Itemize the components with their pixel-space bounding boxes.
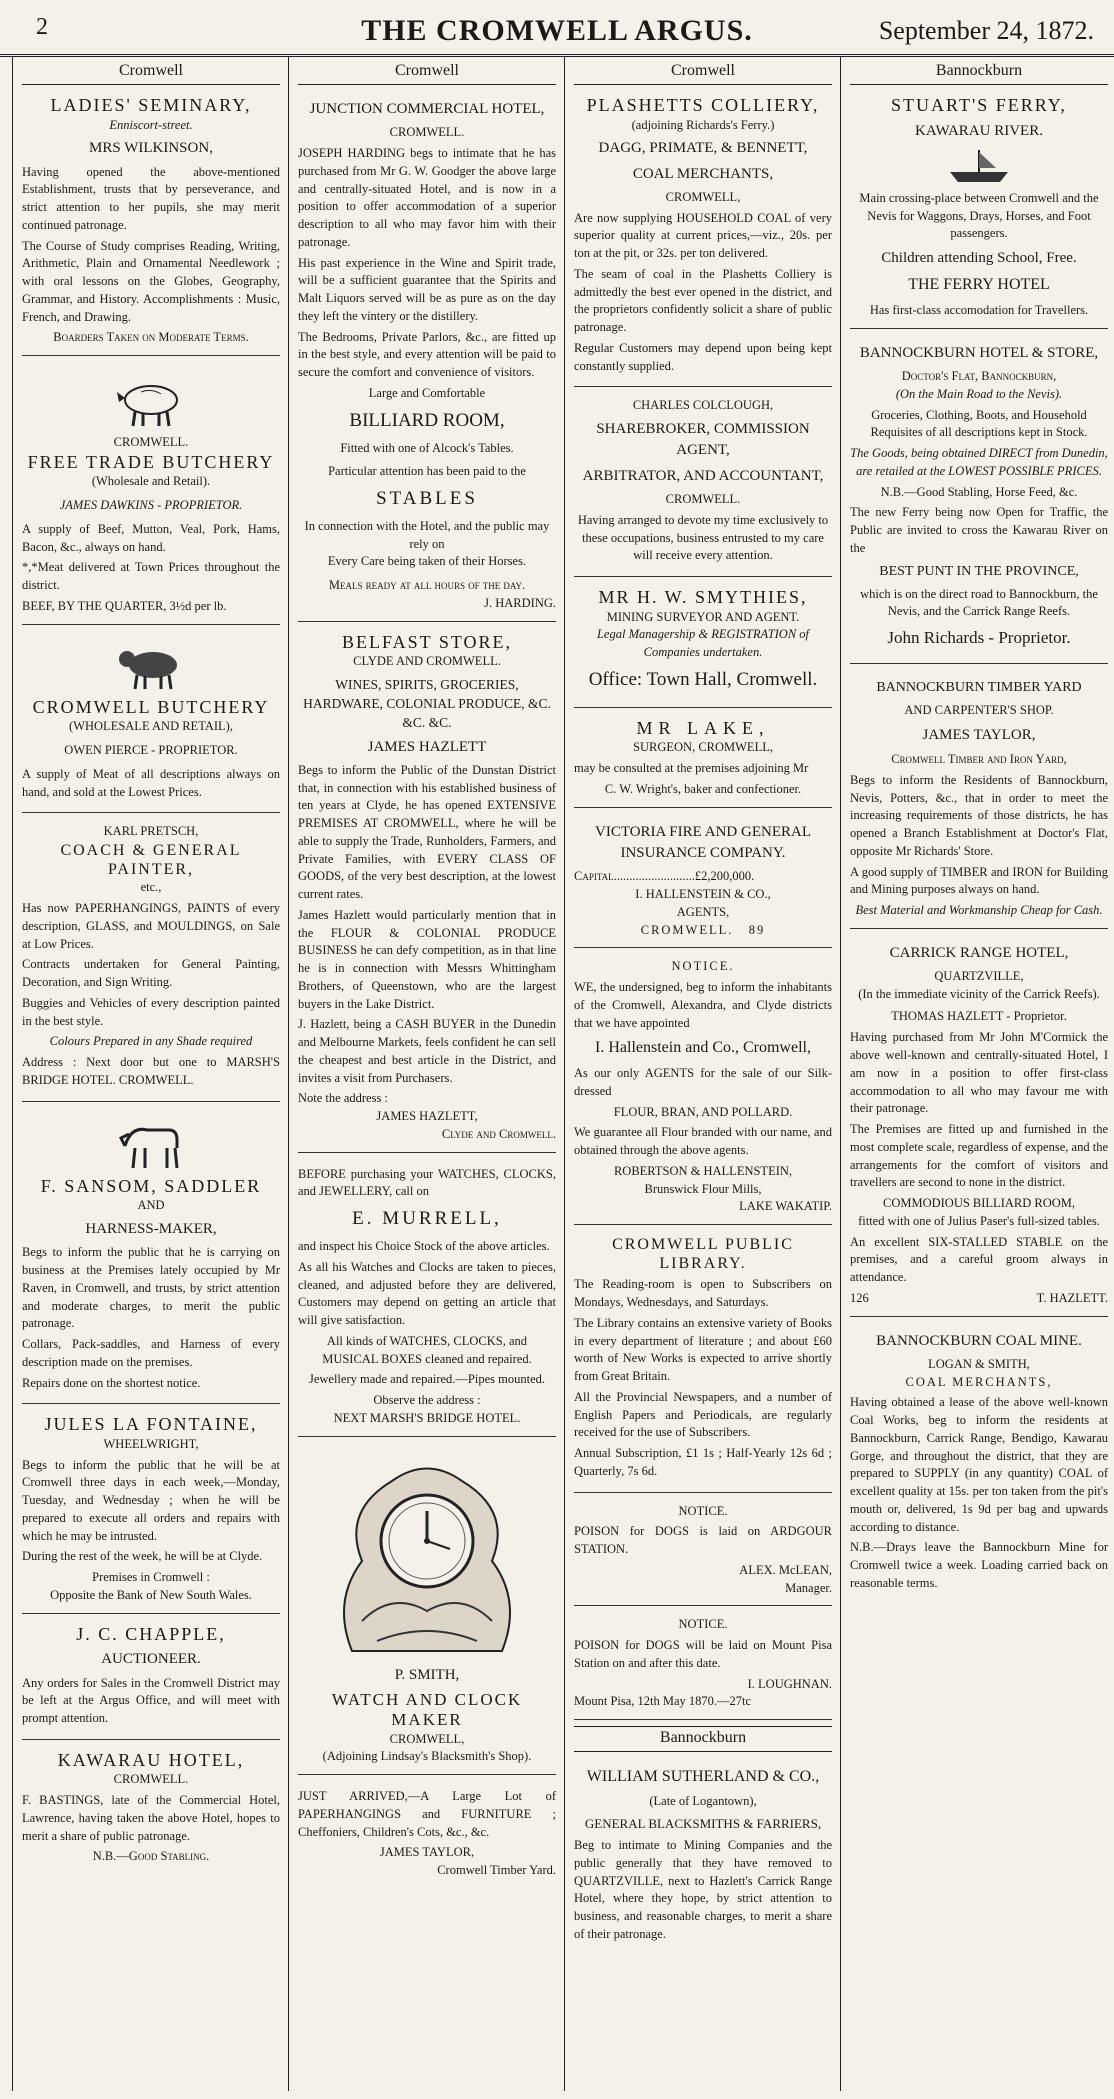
ad-title: WATCH AND CLOCK MAKER	[331, 1689, 523, 1730]
ox-engraving-icon	[111, 370, 191, 430]
ad-note: Note the address :	[298, 1091, 388, 1106]
ad-label: NOTICE.	[678, 1617, 728, 1632]
ad-subtitle: CROMWELL.	[113, 1772, 189, 1787]
ad-public-library	[574, 1231, 832, 1493]
column-header: Cromwell	[22, 60, 280, 85]
column-2	[290, 60, 564, 2090]
ad-line: Particular attention has been paid to the	[328, 464, 526, 479]
ad-body: Jewellery made and repaired.—Pipes mounted.	[308, 1372, 546, 1387]
ornate-clock-engraving-icon	[322, 1451, 532, 1661]
ad-title: LADIES' SEMINARY,	[50, 95, 252, 115]
ad-subtitle: (WHOLESALE AND RETAIL),	[69, 719, 233, 734]
ad-signature: ALEX. McLEAN,	[739, 1562, 832, 1577]
ad-stuarts-ferry	[850, 91, 1108, 329]
ad-subtitle: (adjoining Richards's Ferry.)	[631, 117, 775, 132]
ad-subtitle: SURGEON, CROMWELL,	[633, 740, 773, 755]
ad-body: Begs to inform the Residents of Bannockburn, Nevis, Potters, &c., that in order to meet the increasing requirements of those districts, he has opened a Branch Establishment at Doctor's Flat, opposite Mr Richards' Store.	[850, 772, 1108, 858]
ad-murrell	[298, 1159, 556, 1437]
ad-title: WILLIAM SUTHERLAND & CO.,	[586, 1768, 820, 1786]
ad-title: VICTORIA FIRE AND GENERAL INSURANCE COMPANY.	[595, 823, 811, 862]
ad-role: Manager.	[785, 1580, 832, 1595]
ad-place: Cromwell Timber Yard.	[437, 1863, 556, 1878]
ad-name: JAMES TAYLOR,	[922, 726, 1036, 743]
ad-victoria-insurance	[574, 814, 832, 949]
ad-title: JULES LA FONTAINE,	[44, 1414, 258, 1435]
column-header: Cromwell	[298, 60, 556, 85]
ad-auctioneer	[22, 1620, 280, 1740]
ad-smythies	[574, 583, 832, 708]
ad-signature: T. HAZLETT.	[1036, 1290, 1108, 1305]
ad-body: The Library contains an extensive variety of Books in every department of literature ; and about £60 worth of New Works is expected to arrive shortly from Great Britain.	[574, 1315, 832, 1384]
ad-body: Buggies and Vehicles of every description painted in the best style.	[22, 995, 280, 1028]
ad-place-2: LAKE WAKATIP.	[739, 1199, 832, 1214]
ad-body: A supply of Meat of all descriptions always on hand, and sold at the Lowest Prices.	[22, 766, 280, 799]
ad-body: JOSEPH HARDING begs to intimate that he has purchased from Mr G. W. Goodger the above large and centrally-situated Hotel, and is now in a position to offer accommodation of a superior description to all who may favor him with their patronage.	[298, 146, 556, 249]
ad-note: N.B.—Good Stabling.	[92, 1849, 210, 1864]
ferry-boat-icon	[944, 146, 1014, 186]
ad-proprietor: OWEN PIERCE - PROPRIETOR.	[64, 743, 238, 758]
masthead	[0, 0, 1114, 57]
ad-body: The seam of coal in the Plashetts Colliery is admittedly the best ever opened in the district, and the proprietors confidently solicit a share of public patronage.	[574, 266, 832, 335]
ad-billiard: COMMODIOUS BILLIARD ROOM,	[882, 1196, 1076, 1211]
ad-belfast-store	[298, 628, 556, 1153]
ad-title: JUST ARRIVED,—A Large Lot of PAPERHANGINGS and FURNITURE ; Cheffoniers, Children's Cots, &c., &c.	[298, 1789, 556, 1839]
ad-body: A good supply of TIMBER and IRON for Building and Mining purposes always on hand.	[850, 864, 1108, 897]
ad-title: BANNOCKBURN COAL MINE.	[876, 1332, 1082, 1349]
ad-footer	[850, 1290, 1108, 1308]
ad-ladies-seminary	[22, 91, 280, 356]
ad-subtitle: (Wholesale and Retail).	[91, 474, 211, 489]
ad-price: BEEF, BY THE QUARTER, 3½d per lb.	[22, 598, 227, 613]
horse-engraving-icon	[111, 1116, 191, 1172]
ad-town: CROMWELL,	[389, 1731, 465, 1746]
column-header: Bannockburn	[574, 1726, 832, 1752]
ad-number: 89	[748, 922, 766, 937]
ad-note: Observe the address :	[373, 1393, 481, 1408]
ad-carrick-range-hotel	[850, 935, 1108, 1317]
ad-road: (On the Main Road to the Nevis).	[895, 386, 1063, 401]
ad-body: *,*Meat delivered at Town Prices throughout the district.	[22, 560, 280, 593]
ad-title: CROMWELL BUTCHERY	[32, 696, 270, 717]
ad-signature: I. LOUGHNAN.	[747, 1676, 832, 1691]
ad-body: The Premises are fitted up and furnished in the most complete scale, regardless of expense, and the arrangements for the comfort of visitors and travellers are second to none in the district.	[850, 1122, 1108, 1190]
ad-kawarau-hotel	[22, 1746, 280, 1874]
ad-town: CROMWELL.	[113, 435, 189, 450]
ad-body: Groceries, Clothing, Boots, and Household Requisites of all descriptions kept in Stock.	[870, 407, 1088, 440]
ad-yard: Cromwell Timber and Iron Yard,	[891, 752, 1067, 767]
ad-body: The Reading-room is open to Subscribers on Mondays, Wednesdays, and Saturdays.	[574, 1277, 832, 1310]
ad-legal: Legal Managership & REGISTRATION of Companies undertaken.	[596, 627, 810, 660]
ad-body: J. Hazlett, being a CASH BUYER in the Dunedin and Melbourne Markets, feels confident he can sell the cheapest and best article in the District, and invites a visit from Purchasers.	[298, 1017, 556, 1085]
ad-subtitle: (Late of Logantown),	[649, 1793, 757, 1808]
ad-body-2: C. W. Wright's, baker and confectioner.	[604, 781, 802, 796]
ad-subtitle: QUARTZVILLE,	[934, 969, 1024, 984]
ad-body: During the rest of the week, he will be at Clyde.	[22, 1549, 263, 1564]
ad-place: Brunswick Flour Mills,	[644, 1181, 762, 1196]
ad-body: POISON for DOGS will be laid on Mount Pisa Station on and after this date.	[574, 1638, 832, 1670]
ad-p-smith	[298, 1443, 556, 1776]
ad-subtitle: MINING SURVEYOR AND AGENT.	[606, 609, 800, 624]
ad-title: MR LAKE,	[636, 717, 770, 738]
ad-poison-ardgour	[574, 1499, 832, 1607]
ad-goods: The Goods, being obtained DIRECT from Dunedin, are retailed at the LOWEST POSSIBLE PRICES.	[850, 446, 1108, 478]
ad-body: We guarantee all Flour branded with our name, and obtained through the above agents.	[574, 1125, 832, 1158]
ad-title: FREE TRADE BUTCHERY	[27, 451, 275, 472]
ad-body: James Hazlett would particularly mention that in the FLOUR & COLONIAL PRODUCE BUSINESS he can defy competition, as in that line he is in connection with Messrs Whittingham Brothers, of Queenstown, who are the largest buyers in the Lake District.	[298, 907, 556, 1011]
ad-body: Has now PAPERHANGINGS, PAINTS of every description, GLASS, and MOULDINGS, on Sale at Low Prices.	[22, 901, 280, 951]
ad-signature: JAMES HAZLETT,	[376, 1109, 478, 1124]
column-1	[14, 60, 288, 2090]
ad-premises: Premises in Cromwell :	[92, 1570, 210, 1585]
ad-town: CROMWELL. 89	[640, 922, 766, 937]
ad-subtitle: Doctor's Flat, Bannockburn,	[901, 369, 1057, 384]
ad-line: Fitted with one of Alcock's Tables.	[340, 440, 514, 455]
ad-vicinity: (In the immediate vicinity of the Carrick Reefs).	[858, 986, 1100, 1001]
ad-proprietor: JAMES DAWKINS - PROPRIETOR.	[59, 498, 243, 513]
ad-mr-lake	[574, 714, 832, 808]
ad-subtitle: KAWARAU RIVER.	[915, 122, 1043, 139]
ad-town: CROMWELL.	[665, 492, 741, 507]
ad-body: All kinds of WATCHES, CLOCKS, and MUSICAL BOXES cleaned and repaired.	[322, 1333, 532, 1366]
ad-trade: COAL MERCHANTS,	[905, 1374, 1053, 1389]
ad-note: N.B.—Good Stabling, Horse Feed, &c.	[880, 484, 1078, 499]
ad-firm: I. Hallenstein and Co., Cromwell,	[595, 1039, 811, 1057]
ad-body: which is on the direct road to Bannockburn, the Nevis, and the Carrick Range Reefs.	[860, 586, 1098, 619]
ad-body: His past experience in the Wine and Spirit trade, will be a sufficient guarantee that the Spirits and Malt Liquors served will be as pure as on the day they left the vintery or the distillery.	[298, 255, 556, 323]
ad-body: POISON for DOGS is laid on ARDGOUR STATION.	[574, 1524, 832, 1557]
ad-body: WE, the undersigned, beg to inform the inhabitants of the Cromwell, Alexandra, and Clyde districts that we have appointed	[574, 980, 832, 1030]
ad-timber-yard	[850, 670, 1108, 929]
ad-name: MRS WILKINSON,	[89, 140, 213, 157]
ad-title: BANNOCKBURN TIMBER YARD	[876, 680, 1082, 696]
page-number: 2	[36, 14, 48, 40]
ad-just-arrived	[298, 1781, 556, 1888]
ad-town: CROMWELL.	[389, 125, 465, 140]
ad-role: AGENTS,	[676, 904, 730, 919]
column-rule	[12, 56, 13, 2091]
ad-body: Annual Subscription, £1 1s ; Half-Yearly 12s 6d ; Quarterly, 7s 6d.	[574, 1446, 832, 1478]
column-rule	[840, 56, 841, 2091]
ad-label: NOTICE.	[671, 959, 735, 974]
ad-subtitle: etc.,	[140, 880, 162, 895]
issue-date: September 24, 1872.	[878, 16, 1094, 45]
ad-town: CROMWELL,	[665, 189, 741, 204]
column-header: Bannockburn	[850, 60, 1108, 85]
ad-subtitle: Enniscort-street.	[109, 117, 193, 132]
ad-colclough	[574, 393, 832, 577]
ad-wheelwright	[22, 1410, 280, 1613]
ad-title: PLASHETTS COLLIERY,	[586, 95, 820, 115]
ad-name: KARL PRETSCH,	[103, 824, 199, 839]
newspaper-title: THE CROMWELL ARGUS.	[361, 14, 753, 47]
ad-body: F. BASTINGS, late of the Commercial Hotel, Lawrence, having taken the above Hotel, hopes to merit a share of public patronage.	[22, 1793, 280, 1843]
column-3	[566, 60, 840, 2090]
ad-title: CROMWELL PUBLIC LIBRARY.	[612, 1236, 794, 1273]
ad-agents: I. HALLENSTEIN & CO.,	[635, 887, 771, 902]
ad-punt: BEST PUNT IN THE PROVINCE,	[879, 563, 1079, 579]
ad-sutherland	[574, 1758, 832, 1954]
ad-body: The Course of Study comprises Reading, Writing, Arithmetic, Plain and Ornamental Needlework ; with oral lessons on the Globes, Geography, Grammar, and History. Accomplishments : Music, French, and Drawing.	[22, 238, 280, 324]
ad-goods: WINES, SPIRITS, GROCERIES, HARDWARE, COLONIAL PRODUCE, &C. &C. &C.	[303, 677, 551, 731]
ad-stables: STABLES	[376, 488, 478, 510]
ad-line: Large and Comfortable	[368, 385, 486, 400]
ad-body: Begs to inform the public that he is carrying on business at the Premises lately occupied by Mr Raven, in Cromwell, and trusts, by strict attention and moderate charges, to merit the public patronage.	[22, 1245, 280, 1331]
ad-title: BEFORE purchasing your WATCHES, CLOCKS, and JEWELLERY, call on	[298, 1166, 556, 1199]
ad-proprietor: John Richards - Proprietor.	[887, 628, 1071, 648]
ad-body: Having obtained a lease of the above well-known Coal Works, beg to inform the residents at Bannockburn, Carrick Range, Bendigo, Kawarau Gorge, and throughout the district, that they are prepared to SUPPLY (in any quantity) COAL of excellent quality at 15s. per ton taken from the pit's mouth or, delivered, 1s 9d per bag and upwards according to distance.	[850, 1395, 1108, 1534]
ad-subtitle: WHEELWRIGHT,	[103, 1436, 199, 1451]
ad-bannockburn-hotel	[850, 335, 1108, 664]
ad-name: P. SMITH,	[394, 1666, 460, 1683]
column-rule	[564, 56, 565, 2091]
ad-flour: FLOUR, BRAN, AND POLLARD.	[613, 1104, 793, 1119]
ad-body: Having purchased from Mr John M'Cormick the above well-known and centrally-situated Hotel, I am now in a position to offer first-class accommodation to all who may favour me with their patronage.	[850, 1030, 1108, 1116]
ad-line: Every Care being taken of their Horses.	[327, 554, 527, 569]
ad-billiard: BILLIARD ROOM,	[349, 409, 505, 431]
ad-and: AND	[137, 1198, 165, 1213]
ad-body: An excellent SIX-STALLED STABLE on the premises, and a careful groom always in attendance.	[850, 1234, 1108, 1285]
ad-free-trade-butchery	[22, 362, 280, 625]
ad-name: JAMES HAZLETT	[367, 738, 487, 755]
ad-cromwell-butchery	[22, 631, 280, 814]
ad-subtitle: ARBITRATOR, AND ACCOUNTANT,	[582, 467, 824, 484]
ad-body: The Bedrooms, Private Parlors, &c., are fitted up in the best style, and every attention will be paid to secure the comfort and convenience of visitors.	[298, 329, 556, 380]
ad-title: CARRICK RANGE HOTEL,	[889, 944, 1069, 961]
ad-note: N.B.—Drays leave the Bannockburn Mine for Cromwell twice a week. Loading carried back on reasonable terms.	[850, 1540, 1108, 1590]
ad-title: F. SANSOM, SADDLER	[40, 1175, 262, 1196]
ad-trade: COAL MERCHANTS,	[632, 165, 774, 182]
ad-name: E. MURRELL,	[352, 1208, 502, 1230]
ad-place: Clyde and Cromwell.	[441, 1126, 556, 1141]
ad-signature: JAMES TAYLOR,	[379, 1845, 475, 1860]
ad-title: STUART'S FERRY,	[891, 95, 1067, 115]
ad-body: and inspect his Choice Stock of the above articles.	[298, 1239, 550, 1254]
ad-accom: Has first-class accomodation for Travellers.	[869, 303, 1089, 318]
ad-title: COACH & GENERAL PAINTER,	[60, 842, 242, 879]
ad-plashetts-colliery	[574, 91, 832, 387]
ad-body: All the Provincial Newspapers, and a number of English Papers and Periodicals, are regularly received for the use of Subscribers.	[574, 1389, 832, 1440]
ad-address: NEXT MARSH'S BRIDGE HOTEL.	[333, 1410, 521, 1425]
ad-label: NOTICE.	[678, 1503, 728, 1518]
column-rule	[288, 56, 289, 2091]
ad-date: Mount Pisa, 12th May 1870.—27tc	[574, 1694, 752, 1709]
ad-ferry: The new Ferry being now Open for Traffic, the Public are invited to cross the Kawarau River on the	[850, 505, 1108, 555]
ad-body: A supply of Beef, Mutton, Veal, Pork, Hams, Bacon, &c., always on hand.	[22, 521, 280, 554]
ad-title: BELFAST STORE,	[341, 631, 513, 652]
ad-office: Office: Town Hall, Cromwell.	[588, 668, 818, 690]
ad-note: Best Material and Workmanship Cheap for Cash.	[855, 903, 1103, 918]
ad-body: Collars, Pack-saddles, and Harness of every description made on the premises.	[22, 1337, 280, 1369]
ad-title: J. C. CHAPPLE,	[76, 1623, 226, 1644]
ad-body: Are now supplying HOUSEHOLD COAL of very superior quality at current prices,—viz., 20s. per ton at the pit, or 32s. per ton delivered.	[574, 210, 832, 261]
ad-title: BANNOCKBURN HOTEL & STORE,	[859, 344, 1099, 361]
ad-body: Beg to intimate to Mining Companies and the public generally that they have removed to QUARTZVILLE, next to Hazlett's Carrick Range Hotel, where they hope, by strict attention to business, and reasonable charges, to merit a share of their patronage.	[574, 1838, 832, 1941]
ad-firm: LOGAN & SMITH,	[928, 1356, 1030, 1371]
ad-body: Having arranged to devote my time exclusively to these occupations, business entrusted to my care will receive every attention.	[577, 512, 829, 563]
ad-subtitle: CLYDE AND CROMWELL.	[353, 654, 501, 669]
column-header: Cromwell	[574, 60, 832, 85]
ad-firm: DAGG, PRIMATE, & BENNETT,	[598, 140, 808, 157]
ad-poison-mount-pisa	[574, 1612, 832, 1720]
ad-body: may be consulted at the premises adjoining Mr	[574, 761, 809, 776]
ad-title: JUNCTION COMMERCIAL HOTEL,	[309, 101, 545, 117]
ad-hotel: THE FERRY HOTEL	[908, 276, 1050, 294]
ad-body: Begs to inform the Public of the Dunstan District that, in connection with his established business of ten years at Clyde, he has opened EXTENSIVE PREMISES AT CROMWELL, where he will be able to supply the Trade, Runholders, Farmers, and Private Families, with EVERY CLASS OF GOODS, of the very best description, at the lowest current rates.	[298, 762, 556, 902]
ad-body: Regular Customers may depend upon being kept constantly supplied.	[574, 340, 832, 373]
ad-address: Address : Next door but one to MARSH'S BRIDGE HOTEL. CROMWELL.	[22, 1055, 280, 1087]
ad-title: SHAREBROKER, COMMISSION AGENT,	[596, 421, 810, 459]
ad-number: 126	[850, 1290, 869, 1305]
ad-signature: J. HARDING.	[484, 595, 556, 610]
ad-title: KAWARAU HOTEL,	[57, 1749, 245, 1770]
ad-capital: Capital..........................£2,200,000.	[574, 869, 755, 884]
ad-name: CHARLES COLCLOUGH,	[632, 398, 774, 413]
ad-note: Boarders Taken on Moderate Terms.	[53, 330, 249, 345]
ad-body: As our only AGENTS for the sale of our Silk-dressed	[574, 1066, 832, 1098]
ad-signature: ROBERTSON & HALLENSTEIN,	[613, 1163, 793, 1178]
ad-body: As all his Watches and Clocks are taken to pieces, cleaned, and adjusted before they are delivered, Customers may depend on getting an article that will give satisfaction.	[298, 1259, 556, 1328]
ad-children: Children attending School, Free.	[881, 250, 1077, 267]
ad-body: Main crossing-place between Cromwell and the Nevis for Waggons, Drays, Horses, and Foot passengers.	[859, 190, 1099, 241]
ad-proprietor: THOMAS HAZLETT - Proprietor.	[891, 1008, 1067, 1023]
ad-line: In connection with the Hotel, and the public may rely on	[304, 518, 550, 551]
ad-body: Having opened the above-mentioned Establishment, trusts that by perseverance, and strict attention to her pupils, she may merit continued patronage.	[22, 164, 280, 232]
ad-body: Contracts undertaken for General Painting, Decoration, and Sign Writing.	[22, 957, 280, 990]
ad-address: Opposite the Bank of New South Wales.	[50, 1587, 252, 1602]
ad-saddler	[22, 1108, 280, 1405]
column-4	[842, 60, 1114, 2090]
ad-subtitle: AUCTIONEER.	[101, 1651, 201, 1668]
ad-title: MR H. W. SMYTHIES,	[598, 587, 808, 608]
ad-subtitle: AND CARPENTER'S SHOP.	[904, 703, 1054, 718]
ad-body: Begs to inform the public that he will be at Cromwell three days in each week,—Monday, Tuesday, and Wednesday ; when he will be prepared to execute all orders and repairs with which he may be intrusted.	[22, 1457, 280, 1543]
ad-coal-mine	[850, 1323, 1108, 1604]
ad-notice-flour	[574, 954, 832, 1225]
bull-engraving-icon	[111, 639, 191, 693]
ad-body: Repairs done on the shortest notice.	[22, 1375, 201, 1390]
ad-line: Meals ready at all hours of the day.	[328, 578, 526, 593]
ad-coach-painter	[22, 819, 280, 1101]
ad-junction-hotel	[298, 91, 556, 622]
ad-title-2: HARNESS-MAKER,	[85, 1221, 217, 1238]
ad-trade: GENERAL BLACKSMITHS & FARRIERS,	[584, 1815, 822, 1831]
ad-note: Colours Prepared in any Shade required	[49, 1034, 253, 1049]
ad-body: Any orders for Sales in the Cromwell District may be left at the Argus Office, and will meet with prompt attention.	[22, 1675, 280, 1726]
ad-table: fitted with one of Julius Paser's full-sized tables.	[858, 1213, 1100, 1228]
ad-subtitle: (Adjoining Lindsay's Blacksmith's Shop).	[322, 1749, 532, 1764]
